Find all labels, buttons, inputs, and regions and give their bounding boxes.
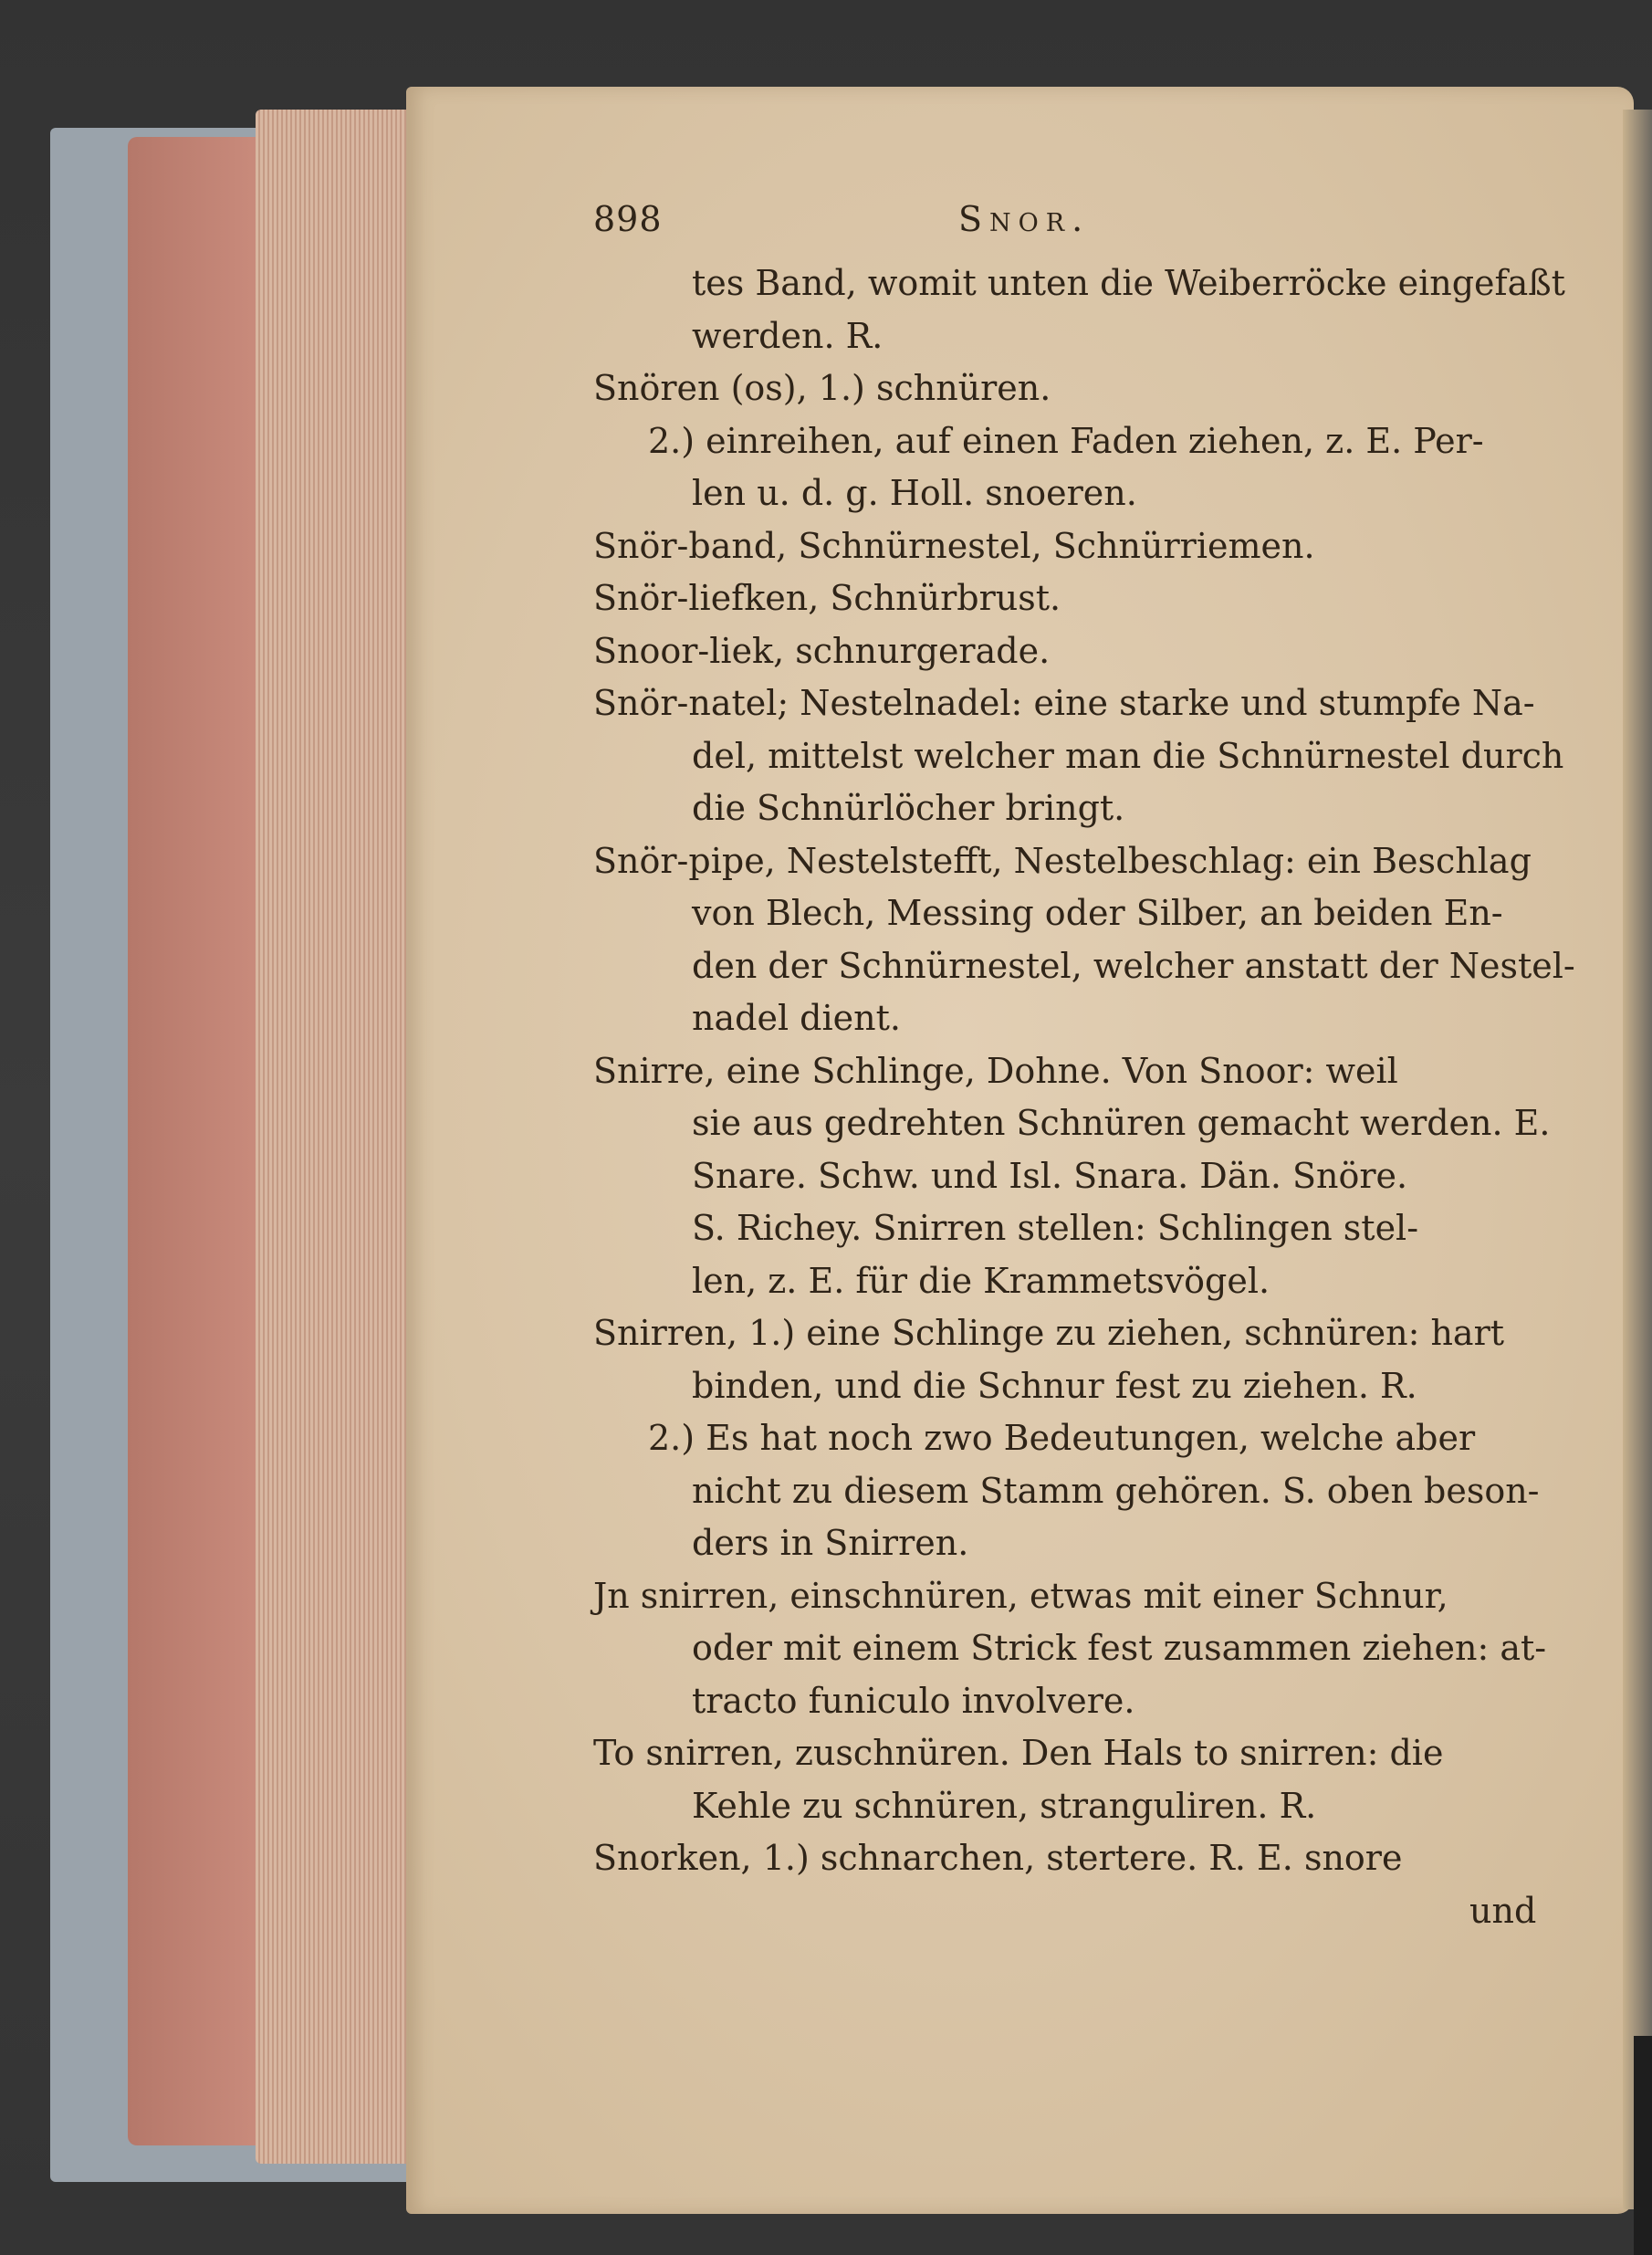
text-line: tes Band, womit unten die Weiberröcke eingefaßt [692,263,1565,303]
text-line: die Schnürlöcher bringt. [692,788,1125,828]
page-number: 898 [593,199,663,239]
text-line: sie aus gedrehten Schnüren gemacht werden. E. [692,1103,1551,1143]
text-line: Jn snirren, einschnüren, etwas mit einer Schnur, [593,1575,1448,1616]
text-line: tracto funiculo involvere. [692,1680,1135,1721]
text-line: Snirre, eine Schlinge, Dohne. Von Snoor: weil [593,1050,1398,1091]
page-text [593,194,1575,1937]
catchword: und [1469,1890,1537,1931]
text-line: Snören (os), 1.) schnüren. [593,368,1051,408]
running-head: Snor. [958,199,1091,239]
text-line: Snör-liefken, Schnürbrust. [593,578,1061,618]
text-line: Snoor-liek, schnurgerade. [593,630,1051,671]
text-line: len u. d. g. Holl. snoeren. [692,473,1137,513]
text-line: del, mittelst welcher man die Schnürnestel durch [692,735,1564,776]
text-line: 2.) Es hat noch zwo Bedeutungen, welche aber [648,1418,1476,1458]
text-line: To snirren, zuschnüren. Den Hals to snirren: die [593,1733,1444,1773]
text-line: Snör-pipe, Nestelstefft, Nestelbeschlag: ein Beschlag [593,840,1532,881]
text-line: ders in Snirren. [692,1523,969,1563]
text-line: nadel dient. [692,998,901,1038]
text-line: von Blech, Messing oder Silber, an beiden En- [692,893,1503,933]
text-line: werden. R. [692,315,884,356]
book-gutter [1623,110,1652,2209]
text-line: Snorken, 1.) schnarchen, stertere. R. E. snore [593,1838,1403,1878]
text-line: nicht zu diesem Stamm gehören. S. oben beson- [692,1470,1540,1511]
text-line: Snör-natel; Nestelnadel: eine starke und stumpfe Na- [593,683,1535,723]
text-line: binden, und die Schnur fest zu ziehen. R. [692,1365,1417,1406]
text-line: S. Richey. Snirren stellen: Schlingen stel- [692,1208,1419,1248]
text-line: 2.) einreihen, auf einen Faden ziehen, z. E. Per- [648,420,1484,461]
text-line: den der Schnürnestel, welcher anstatt der Nestel- [692,945,1575,986]
bookmark-ribbon [1634,2036,1652,2255]
text-line: Snör-band, Schnürnestel, Schnürriemen. [593,525,1315,566]
text-line: oder mit einem Strick fest zusammen ziehen: at- [692,1628,1547,1668]
text-line: Snirren, 1.) eine Schlinge zu ziehen, schnüren: hart [593,1313,1505,1353]
page-header [593,194,1552,257]
text-line: Snare. Schw. und Isl. Snara. Dän. Snöre. [692,1155,1408,1196]
text-line: Kehle zu schnüren, stranguliren. R. [692,1785,1317,1826]
text-line: len, z. E. für die Krammetsvögel. [692,1260,1270,1301]
